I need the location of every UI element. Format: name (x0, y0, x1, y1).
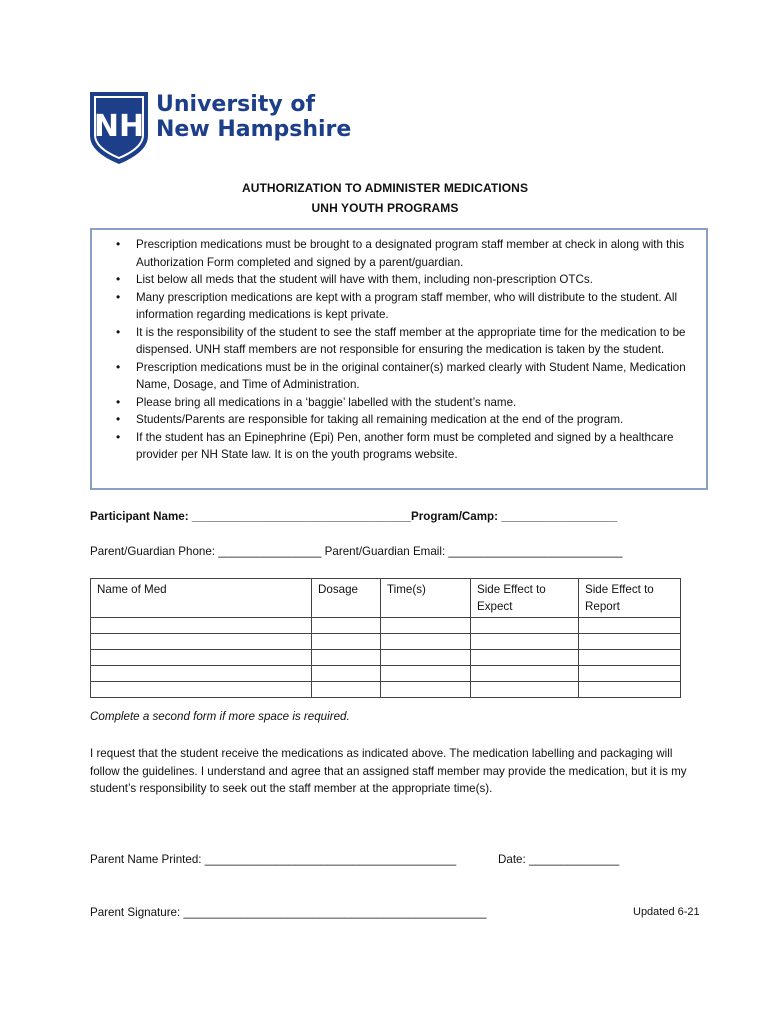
unh-logo (90, 92, 360, 164)
table-cell[interactable] (381, 666, 471, 682)
instruction-item: • If the student has an Epinephrine (Epi) Pen, another form must be completed and signed by a healthcare provider per NH State law. It is on the youth programs website. (136, 429, 706, 464)
date-row (498, 853, 619, 866)
consent-paragraph: I request that the student receive the medications as indicated above. The medication labelling and packaging will follow the guidelines. I understand and agree that an assigned staff member may provide the medication, but it is my student’s responsibility to seek out the staff member at the appropriate time(s). (90, 747, 687, 796)
guardian-email-label: Parent/Guardian Email: (321, 545, 449, 558)
instruction-item: • Many prescription medications are kept with a program staff member, who will distribute to the student. All information regarding medications is kept private. (136, 289, 706, 324)
table-row (91, 666, 681, 682)
table-cell[interactable] (312, 634, 381, 650)
participant-label: Participant Name: (90, 510, 192, 523)
second-form-note: Complete a second form if more space is required. (90, 710, 350, 723)
table-row (91, 682, 681, 698)
table-cell[interactable] (579, 618, 681, 634)
table-cell[interactable] (91, 634, 312, 650)
table-header-row (91, 579, 681, 618)
table-cell[interactable] (91, 618, 312, 634)
program-camp-field[interactable]: __________________ (501, 510, 618, 523)
table-row (91, 634, 681, 650)
instruction-item: • Prescription medications must be brought to a designated program staff member at check in along with this Authorization Form completed and signed by a parent/guardian. (136, 236, 706, 271)
guardian-phone-label: Parent/Guardian Phone: (90, 545, 219, 558)
table-row (91, 650, 681, 666)
table-row (91, 618, 681, 634)
instruction-item: • List below all meds that the student will have with them, including non-prescription OTCs. (136, 271, 706, 289)
instruction-item: • Prescription medications must be in the original container(s) marked clearly with Student Name, Medication Name, Dosage, and Time of Administration. (136, 359, 706, 394)
svg-text:NH: NH (93, 109, 145, 144)
table-cell[interactable] (312, 682, 381, 698)
signature-row (90, 906, 487, 919)
medication-table (90, 578, 681, 698)
table-cell[interactable] (579, 634, 681, 650)
parent-signature-field[interactable]: _______________________________________________ (183, 906, 487, 919)
parent-name-printed-field[interactable]: _______________________________________ (204, 853, 457, 866)
guardian-contact-row (90, 545, 622, 558)
col-header-side-effect-expect: Side Effect to Expect (471, 579, 579, 618)
form-subtitle: UNH YOUTH PROGRAMS (311, 201, 459, 215)
unh-shield-icon (90, 92, 148, 164)
table-cell[interactable] (312, 650, 381, 666)
table-cell[interactable] (471, 634, 579, 650)
table-cell[interactable] (312, 618, 381, 634)
instructions-list (92, 230, 706, 464)
instruction-item: • It is the responsibility of the student to see the staff member at the appropriate time for the medication to be dispensed. UNH staff members are not responsible for ensuring the medication is taken by the student. (136, 324, 706, 359)
col-header-dosage: Dosage (312, 579, 381, 618)
guardian-phone-field[interactable]: ________________ (218, 545, 322, 558)
parent-name-printed-label: Parent Name Printed: (90, 853, 205, 866)
table-cell[interactable] (381, 634, 471, 650)
table-cell[interactable] (381, 618, 471, 634)
table-cell[interactable] (91, 682, 312, 698)
col-header-times: Time(s) (381, 579, 471, 618)
table-cell[interactable] (579, 666, 681, 682)
participant-row (90, 510, 617, 523)
col-header-side-effect-report: Side Effect to Report (579, 579, 681, 618)
date-field[interactable]: ______________ (528, 853, 620, 866)
printed-name-row (90, 853, 456, 866)
instructions-box (90, 228, 708, 490)
table-cell[interactable] (91, 666, 312, 682)
table-cell[interactable] (312, 666, 381, 682)
participant-name-field[interactable]: __________________________________ (191, 510, 412, 523)
wordmark-line-1: University of (156, 92, 316, 117)
table-cell[interactable] (91, 650, 312, 666)
university-wordmark (156, 92, 351, 142)
date-label: Date: (498, 853, 529, 866)
col-header-name-of-med: Name of Med (91, 579, 312, 618)
form-title: AUTHORIZATION TO ADMINISTER MEDICATIONS (241, 181, 529, 195)
instruction-item: • Students/Parents are responsible for taking all remaining medication at the end of the program. (136, 411, 706, 429)
table-cell[interactable] (579, 682, 681, 698)
parent-signature-label: Parent Signature: (90, 906, 184, 919)
table-cell[interactable] (579, 650, 681, 666)
program-label: Program/Camp: (411, 510, 502, 523)
table-cell[interactable] (471, 666, 579, 682)
instruction-item: • Please bring all medications in a ‘baggie’ labelled with the student’s name. (136, 394, 706, 412)
table-cell[interactable] (471, 650, 579, 666)
guardian-email-field[interactable]: ___________________________ (448, 545, 623, 558)
table-cell[interactable] (471, 618, 579, 634)
table-cell[interactable] (471, 682, 579, 698)
table-cell[interactable] (381, 650, 471, 666)
updated-date: Updated 6-21 (633, 906, 700, 918)
table-cell[interactable] (381, 682, 471, 698)
wordmark-line-2: New Hampshire (156, 117, 352, 142)
